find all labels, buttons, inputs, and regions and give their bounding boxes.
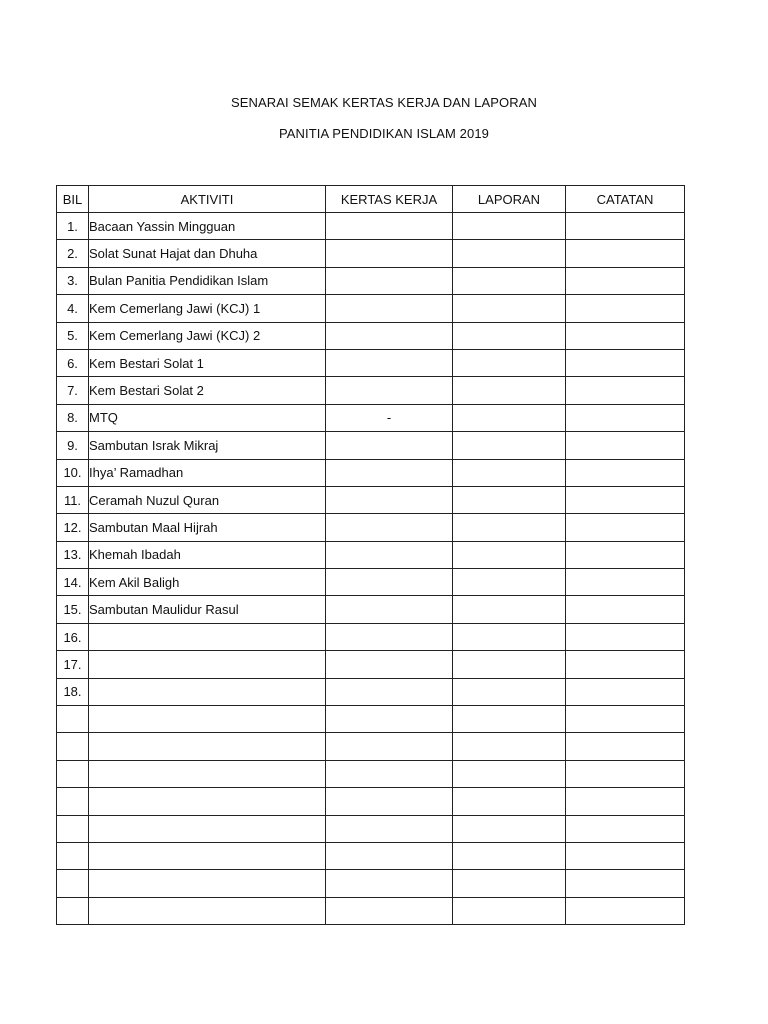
- cell-bil: [57, 870, 89, 897]
- cell-kertas-kerja: [326, 459, 453, 486]
- cell-bil: 3.: [57, 267, 89, 294]
- table-row: [57, 897, 685, 924]
- cell-aktiviti: Kem Akil Baligh: [89, 569, 326, 596]
- cell-bil: 6.: [57, 349, 89, 376]
- cell-kertas-kerja: [326, 733, 453, 760]
- cell-bil: 5.: [57, 322, 89, 349]
- cell-kertas-kerja: [326, 706, 453, 733]
- table-row: [57, 733, 685, 760]
- table-row: [57, 377, 685, 404]
- cell-bil: 1.: [57, 213, 89, 240]
- cell-bil: [57, 842, 89, 869]
- cell-aktiviti: [89, 678, 326, 705]
- cell-bil: [57, 788, 89, 815]
- cell-aktiviti: [89, 623, 326, 650]
- cell-aktiviti: Khemah Ibadah: [89, 541, 326, 568]
- cell-kertas-kerja: [326, 651, 453, 678]
- cell-catatan: [566, 760, 685, 787]
- cell-laporan: [453, 651, 566, 678]
- table-row: [57, 788, 685, 815]
- cell-laporan: [453, 897, 566, 924]
- table-row: [57, 842, 685, 869]
- table-row: [57, 432, 685, 459]
- cell-laporan: [453, 870, 566, 897]
- header-aktiviti: AKTIVITI: [89, 186, 326, 213]
- cell-laporan: [453, 486, 566, 513]
- cell-catatan: [566, 541, 685, 568]
- cell-aktiviti: Kem Bestari Solat 2: [89, 377, 326, 404]
- cell-kertas-kerja: [326, 432, 453, 459]
- table-row: [57, 486, 685, 513]
- cell-aktiviti: [89, 651, 326, 678]
- cell-aktiviti: [89, 706, 326, 733]
- cell-laporan: [453, 623, 566, 650]
- cell-kertas-kerja: [326, 349, 453, 376]
- cell-laporan: [453, 733, 566, 760]
- cell-catatan: [566, 432, 685, 459]
- cell-bil: 8.: [57, 404, 89, 431]
- cell-bil: 10.: [57, 459, 89, 486]
- cell-bil: [57, 733, 89, 760]
- cell-laporan: [453, 788, 566, 815]
- table-row: [57, 651, 685, 678]
- cell-bil: 2.: [57, 240, 89, 267]
- cell-laporan: [453, 514, 566, 541]
- cell-kertas-kerja: -: [326, 404, 453, 431]
- cell-kertas-kerja: [326, 897, 453, 924]
- cell-bil: 13.: [57, 541, 89, 568]
- cell-catatan: [566, 870, 685, 897]
- cell-laporan: [453, 760, 566, 787]
- checklist-table: [56, 185, 685, 925]
- cell-kertas-kerja: [326, 295, 453, 322]
- header-catatan: CATATAN: [566, 186, 685, 213]
- table-row: [57, 623, 685, 650]
- cell-bil: [57, 897, 89, 924]
- cell-catatan: [566, 213, 685, 240]
- cell-catatan: [566, 788, 685, 815]
- cell-kertas-kerja: [326, 240, 453, 267]
- cell-bil: 15.: [57, 596, 89, 623]
- header-kertas-kerja: KERTAS KERJA: [326, 186, 453, 213]
- cell-laporan: [453, 404, 566, 431]
- cell-kertas-kerja: [326, 541, 453, 568]
- cell-kertas-kerja: [326, 514, 453, 541]
- table-header-row: [57, 186, 685, 213]
- cell-kertas-kerja: [326, 267, 453, 294]
- table-row: [57, 322, 685, 349]
- table-row: [57, 870, 685, 897]
- cell-bil: [57, 815, 89, 842]
- cell-aktiviti: [89, 760, 326, 787]
- cell-catatan: [566, 267, 685, 294]
- cell-laporan: [453, 541, 566, 568]
- header-bil: BIL: [57, 186, 89, 213]
- cell-aktiviti: [89, 870, 326, 897]
- document-subtitle: PANITIA PENDIDIKAN ISLAM 2019: [278, 126, 489, 141]
- cell-kertas-kerja: [326, 322, 453, 349]
- table-row: [57, 514, 685, 541]
- cell-aktiviti: MTQ: [89, 404, 326, 431]
- cell-kertas-kerja: [326, 815, 453, 842]
- cell-catatan: [566, 459, 685, 486]
- cell-catatan: [566, 842, 685, 869]
- header-laporan: LAPORAN: [453, 186, 566, 213]
- cell-laporan: [453, 459, 566, 486]
- cell-catatan: [566, 349, 685, 376]
- cell-catatan: [566, 240, 685, 267]
- table-row: [57, 678, 685, 705]
- cell-laporan: [453, 432, 566, 459]
- cell-catatan: [566, 377, 685, 404]
- cell-aktiviti: Ceramah Nuzul Quran: [89, 486, 326, 513]
- cell-laporan: [453, 596, 566, 623]
- cell-catatan: [566, 404, 685, 431]
- cell-kertas-kerja: [326, 569, 453, 596]
- cell-catatan: [566, 651, 685, 678]
- cell-aktiviti: Sambutan Maal Hijrah: [89, 514, 326, 541]
- cell-aktiviti: [89, 815, 326, 842]
- table-row: [57, 213, 685, 240]
- cell-laporan: [453, 569, 566, 596]
- cell-catatan: [566, 733, 685, 760]
- cell-laporan: [453, 377, 566, 404]
- document-title: SENARAI SEMAK KERTAS KERJA DAN LAPORAN: [230, 95, 538, 110]
- cell-laporan: [453, 295, 566, 322]
- table-row: [57, 815, 685, 842]
- table-row: [57, 459, 685, 486]
- cell-aktiviti: Kem Cemerlang Jawi (KCJ) 1: [89, 295, 326, 322]
- cell-kertas-kerja: [326, 377, 453, 404]
- table-row: [57, 541, 685, 568]
- cell-laporan: [453, 213, 566, 240]
- cell-bil: 18.: [57, 678, 89, 705]
- cell-catatan: [566, 815, 685, 842]
- cell-kertas-kerja: [326, 213, 453, 240]
- cell-catatan: [566, 678, 685, 705]
- table-row: [57, 404, 685, 431]
- cell-laporan: [453, 815, 566, 842]
- cell-aktiviti: [89, 897, 326, 924]
- table-row: [57, 569, 685, 596]
- cell-kertas-kerja: [326, 760, 453, 787]
- cell-catatan: [566, 596, 685, 623]
- table-row: [57, 706, 685, 733]
- cell-catatan: [566, 295, 685, 322]
- cell-bil: [57, 760, 89, 787]
- cell-aktiviti: [89, 788, 326, 815]
- cell-catatan: [566, 322, 685, 349]
- cell-kertas-kerja: [326, 678, 453, 705]
- cell-laporan: [453, 678, 566, 705]
- cell-catatan: [566, 514, 685, 541]
- cell-kertas-kerja: [326, 870, 453, 897]
- cell-kertas-kerja: [326, 623, 453, 650]
- cell-bil: 4.: [57, 295, 89, 322]
- cell-bil: 17.: [57, 651, 89, 678]
- cell-catatan: [566, 706, 685, 733]
- cell-laporan: [453, 349, 566, 376]
- cell-bil: [57, 706, 89, 733]
- cell-aktiviti: Kem Cemerlang Jawi (KCJ) 2: [89, 322, 326, 349]
- table-row: [57, 349, 685, 376]
- cell-catatan: [566, 569, 685, 596]
- cell-laporan: [453, 706, 566, 733]
- cell-kertas-kerja: [326, 788, 453, 815]
- cell-kertas-kerja: [326, 486, 453, 513]
- cell-bil: 16.: [57, 623, 89, 650]
- cell-catatan: [566, 623, 685, 650]
- cell-aktiviti: Bulan Panitia Pendidikan Islam: [89, 267, 326, 294]
- cell-bil: 12.: [57, 514, 89, 541]
- cell-bil: 11.: [57, 486, 89, 513]
- table-body: [57, 213, 685, 925]
- cell-kertas-kerja: [326, 596, 453, 623]
- cell-catatan: [566, 486, 685, 513]
- cell-aktiviti: [89, 842, 326, 869]
- cell-laporan: [453, 240, 566, 267]
- cell-aktiviti: [89, 733, 326, 760]
- cell-laporan: [453, 322, 566, 349]
- cell-kertas-kerja: [326, 842, 453, 869]
- cell-laporan: [453, 842, 566, 869]
- table-row: [57, 295, 685, 322]
- cell-bil: 9.: [57, 432, 89, 459]
- table-row: [57, 760, 685, 787]
- table-row: [57, 240, 685, 267]
- cell-aktiviti: Bacaan Yassin Mingguan: [89, 213, 326, 240]
- cell-aktiviti: Sambutan Maulidur Rasul: [89, 596, 326, 623]
- cell-aktiviti: Solat Sunat Hajat dan Dhuha: [89, 240, 326, 267]
- table-row: [57, 596, 685, 623]
- cell-bil: 7.: [57, 377, 89, 404]
- cell-laporan: [453, 267, 566, 294]
- cell-aktiviti: Kem Bestari Solat 1: [89, 349, 326, 376]
- cell-bil: 14.: [57, 569, 89, 596]
- cell-catatan: [566, 897, 685, 924]
- cell-aktiviti: Sambutan Israk Mikraj: [89, 432, 326, 459]
- table-row: [57, 267, 685, 294]
- cell-aktiviti: Ihya’ Ramadhan: [89, 459, 326, 486]
